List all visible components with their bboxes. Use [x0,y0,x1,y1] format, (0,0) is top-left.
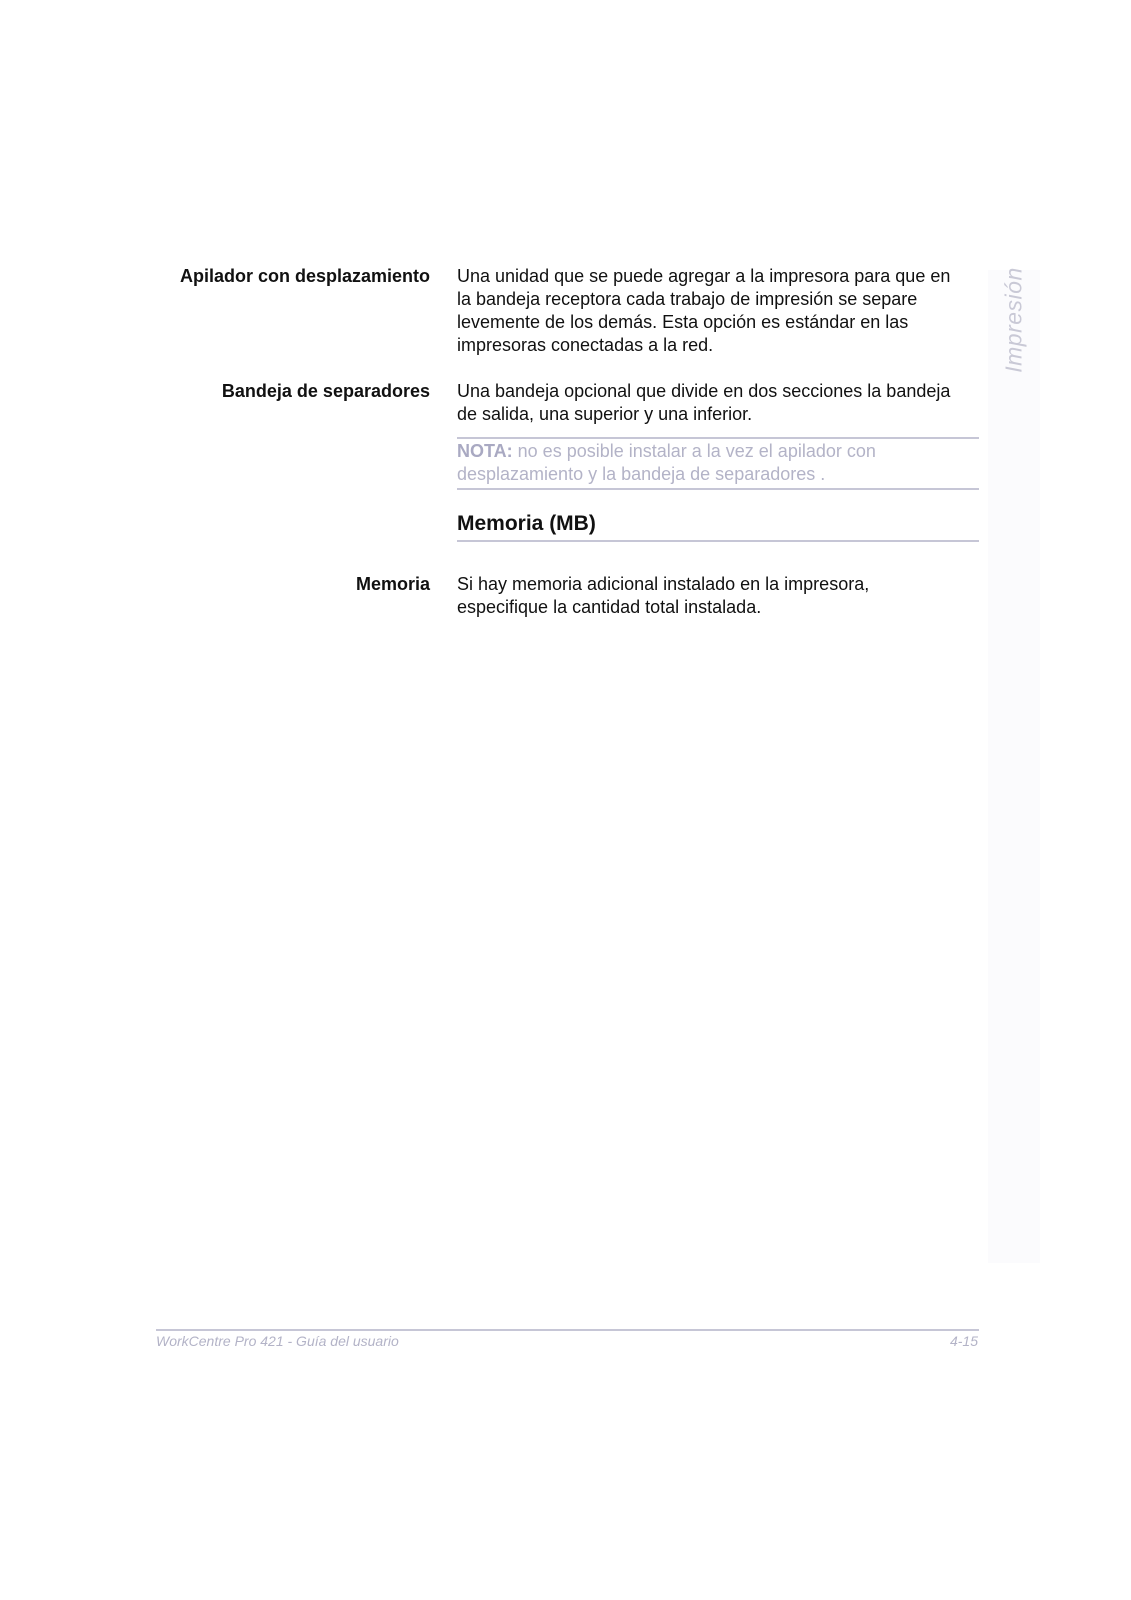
desc-line: impresoras conectadas a la red. [457,335,714,355]
footer-rule [156,1329,979,1331]
footer-title: WorkCentre Pro 421 - Guía del usuario [156,1333,399,1349]
desc-line: especifique la cantidad total instalada. [457,597,762,617]
term-memoria: Memoria [355,574,430,594]
section-title: Memoria (MB) [457,509,979,542]
term-bandeja: Bandeja de separadores [221,381,430,401]
desc-line: Una unidad que se puede agregar a la impresora para que en [457,266,951,286]
term-apilador: Apilador con desplazamiento [179,266,430,286]
note-line-1 [457,440,979,463]
desc-line: Si hay memoria adicional instalado en la impresora, [457,574,870,594]
desc-bandeja [457,380,987,426]
desc-line: Una bandeja opcional que divide en dos secciones la bandeja [457,381,951,401]
side-tab [988,270,1040,1263]
desc-line: de salida, una superior y una inferior. [457,404,753,424]
note-line-2: desplazamiento y la bandeja de separadores . [457,464,826,484]
note-text: no es posible instalar a la vez el apilador con [512,441,876,461]
desc-apilador [457,265,987,357]
desc-line: la bandeja receptora cada trabajo de impresión se separe [457,289,918,309]
desc-line: levemente de los demás. Esta opción es estándar en las [457,312,909,332]
desc-memoria [457,573,987,619]
note-box [457,437,979,490]
side-tab-label: Impresión [1000,267,1027,373]
note-label: NOTA: [457,441,513,461]
page-number: 4-15 [949,1333,978,1349]
